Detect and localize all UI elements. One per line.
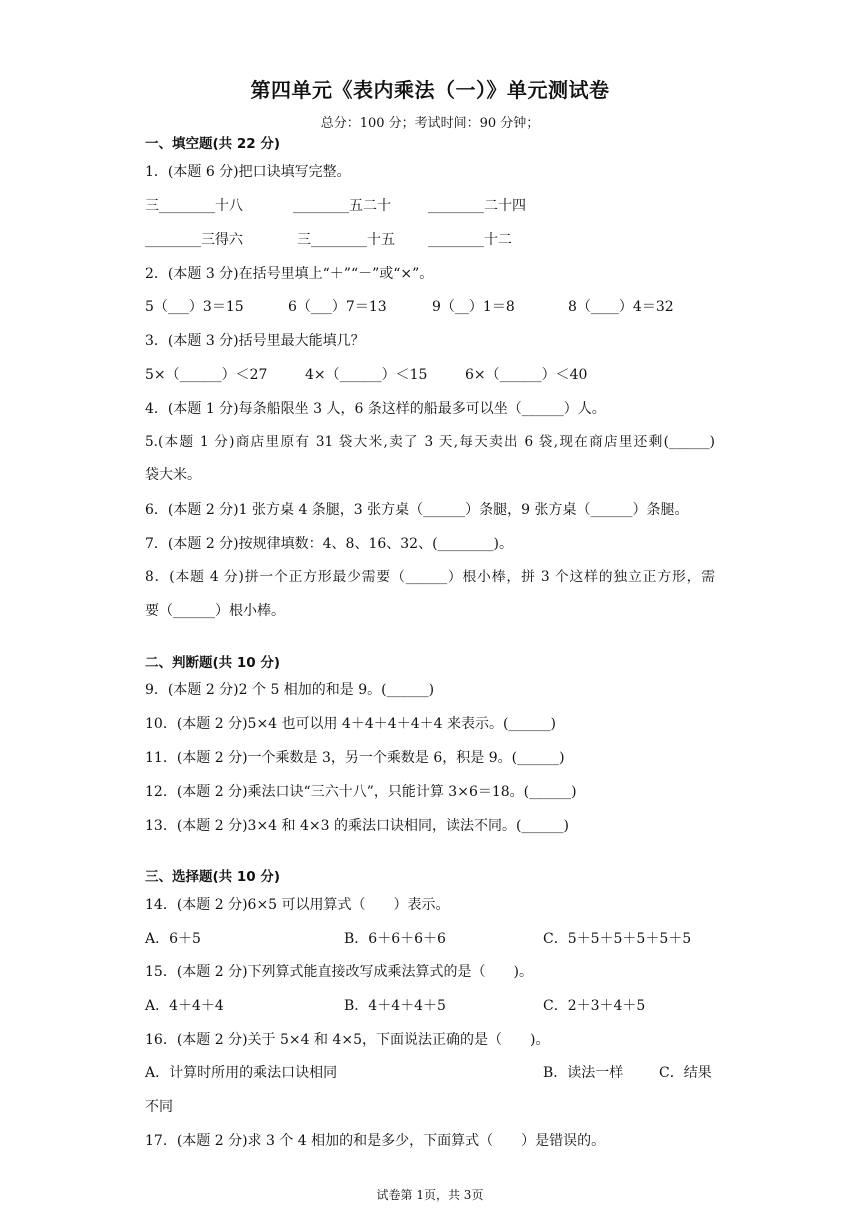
fill-item: 9（__）1＝8 — [432, 299, 515, 315]
question-1-row-2 — [145, 230, 715, 250]
fill-item: 8（____）4＝32 — [568, 299, 674, 315]
option-a: A．6＋5 — [145, 931, 201, 947]
section-heading-choice: 三、选择题(共 10 分) — [145, 869, 281, 885]
page-title: 第四单元《表内乘法（一）》单元测试卷 — [250, 78, 610, 102]
option-a: A．计算时所用的乘法口诀相同 — [145, 1065, 338, 1081]
fill-item: 6×（______）＜40 — [465, 367, 588, 383]
question-15-options — [145, 996, 715, 1016]
fill-item: 三________十五 — [297, 232, 395, 248]
fill-item: ________五二十 — [293, 198, 391, 214]
fill-item: 5（___）3＝15 — [145, 299, 244, 315]
question-13: 13．(本题 2 分)3×4 和 4×3 的乘法口诀相同，读法不同。(______) — [145, 818, 569, 834]
question-15: 15．(本题 2 分)下列算式能直接改写成乘法算式的是（ )。 — [145, 964, 534, 980]
fill-item: ________十二 — [428, 232, 512, 248]
question-12: 12．(本题 2 分)乘法口诀“三六十八”，只能计算 3×6＝18。(______) — [145, 784, 577, 800]
option-c: C．2＋3＋4＋5 — [543, 998, 646, 1014]
question-2: 2．(本题 3 分)在括号里填上“＋”“－”或“×”。 — [145, 266, 434, 282]
question-8-line-2: 要（______）根小棒。 — [145, 603, 285, 619]
question-11: 11．(本题 2 分)一个乘数是 3，另一个乘数是 6，积是 9。(______) — [145, 750, 565, 766]
option-b: B．6＋6＋6＋6 — [344, 931, 446, 947]
question-1-row-1 — [145, 196, 715, 216]
fill-item: 5×（______）＜27 — [145, 367, 268, 383]
option-b: B．4＋4＋4＋5 — [344, 998, 446, 1014]
fill-item: 6（___）7＝13 — [288, 299, 387, 315]
question-3-items — [145, 365, 715, 385]
question-9: 9．(本题 2 分)2 个 5 相加的和是 9。(______) — [145, 682, 435, 698]
question-1: 1．(本题 6 分)把口诀填写完整。 — [145, 164, 351, 180]
fill-item: ________三得六 — [145, 232, 243, 248]
question-7: 7．(本题 2 分)按规律填数：4、8、16、32、(________)。 — [145, 536, 514, 552]
question-16-option-c-cont: 不同 — [145, 1099, 173, 1115]
question-5-line-1: 5.(本题 1 分)商店里原有 31 袋大米,卖了 3 天,每天卖出 6 袋,现在商店里还剩(______) — [145, 434, 715, 450]
option-c: C．结果 — [659, 1065, 712, 1081]
page-footer: 试卷第 1页，共 3页 — [376, 1188, 484, 1202]
question-4: 4．(本题 1 分)每条船限坐 3 人，6 条这样的船最多可以坐（______）人。 — [145, 401, 606, 417]
question-6: 6．(本题 2 分)1 张方桌 4 条腿，3 张方桌（______）条腿，9 张方桌（______）条腿。 — [145, 502, 689, 518]
option-b: B．读法一样 — [543, 1065, 624, 1081]
section-heading-true-false: 二、判断题(共 10 分) — [145, 655, 281, 671]
fill-item: ________二十四 — [428, 198, 526, 214]
question-5-line-2: 袋大米。 — [145, 467, 201, 483]
question-16: 16．(本题 2 分)关于 5×4 和 4×5，下面说法正确的是（ )。 — [145, 1032, 550, 1048]
question-14: 14．(本题 2 分)6×5 可以用算式（ ）表示。 — [145, 897, 450, 913]
section-heading-fill-blank: 一、填空题(共 22 分) — [145, 136, 281, 152]
question-2-items — [145, 297, 715, 317]
fill-item: 4×（______）＜15 — [305, 367, 428, 383]
exam-info: 总分：100 分；考试时间：90 分钟； — [320, 116, 540, 131]
question-16-options — [145, 1063, 715, 1083]
question-10: 10．(本题 2 分)5×4 也可以用 4＋4＋4＋4＋4 来表示。(______) — [145, 716, 556, 732]
question-3: 3．(本题 3 分)括号里最大能填几？ — [145, 333, 365, 349]
question-8-line-1: 8．(本题 4 分)拼一个正方形最少需要（______）根小棒，拼 3 个这样的独立正方形，需 — [145, 569, 715, 585]
question-17: 17．(本题 2 分)求 3 个 4 相加的和是多少，下面算式（ ）是错误的。 — [145, 1133, 606, 1149]
option-c: C．5＋5＋5＋5＋5＋5 — [543, 931, 692, 947]
question-14-options — [145, 929, 715, 949]
fill-item: 三________十八 — [145, 198, 243, 214]
option-a: A．4＋4＋4 — [145, 998, 224, 1014]
